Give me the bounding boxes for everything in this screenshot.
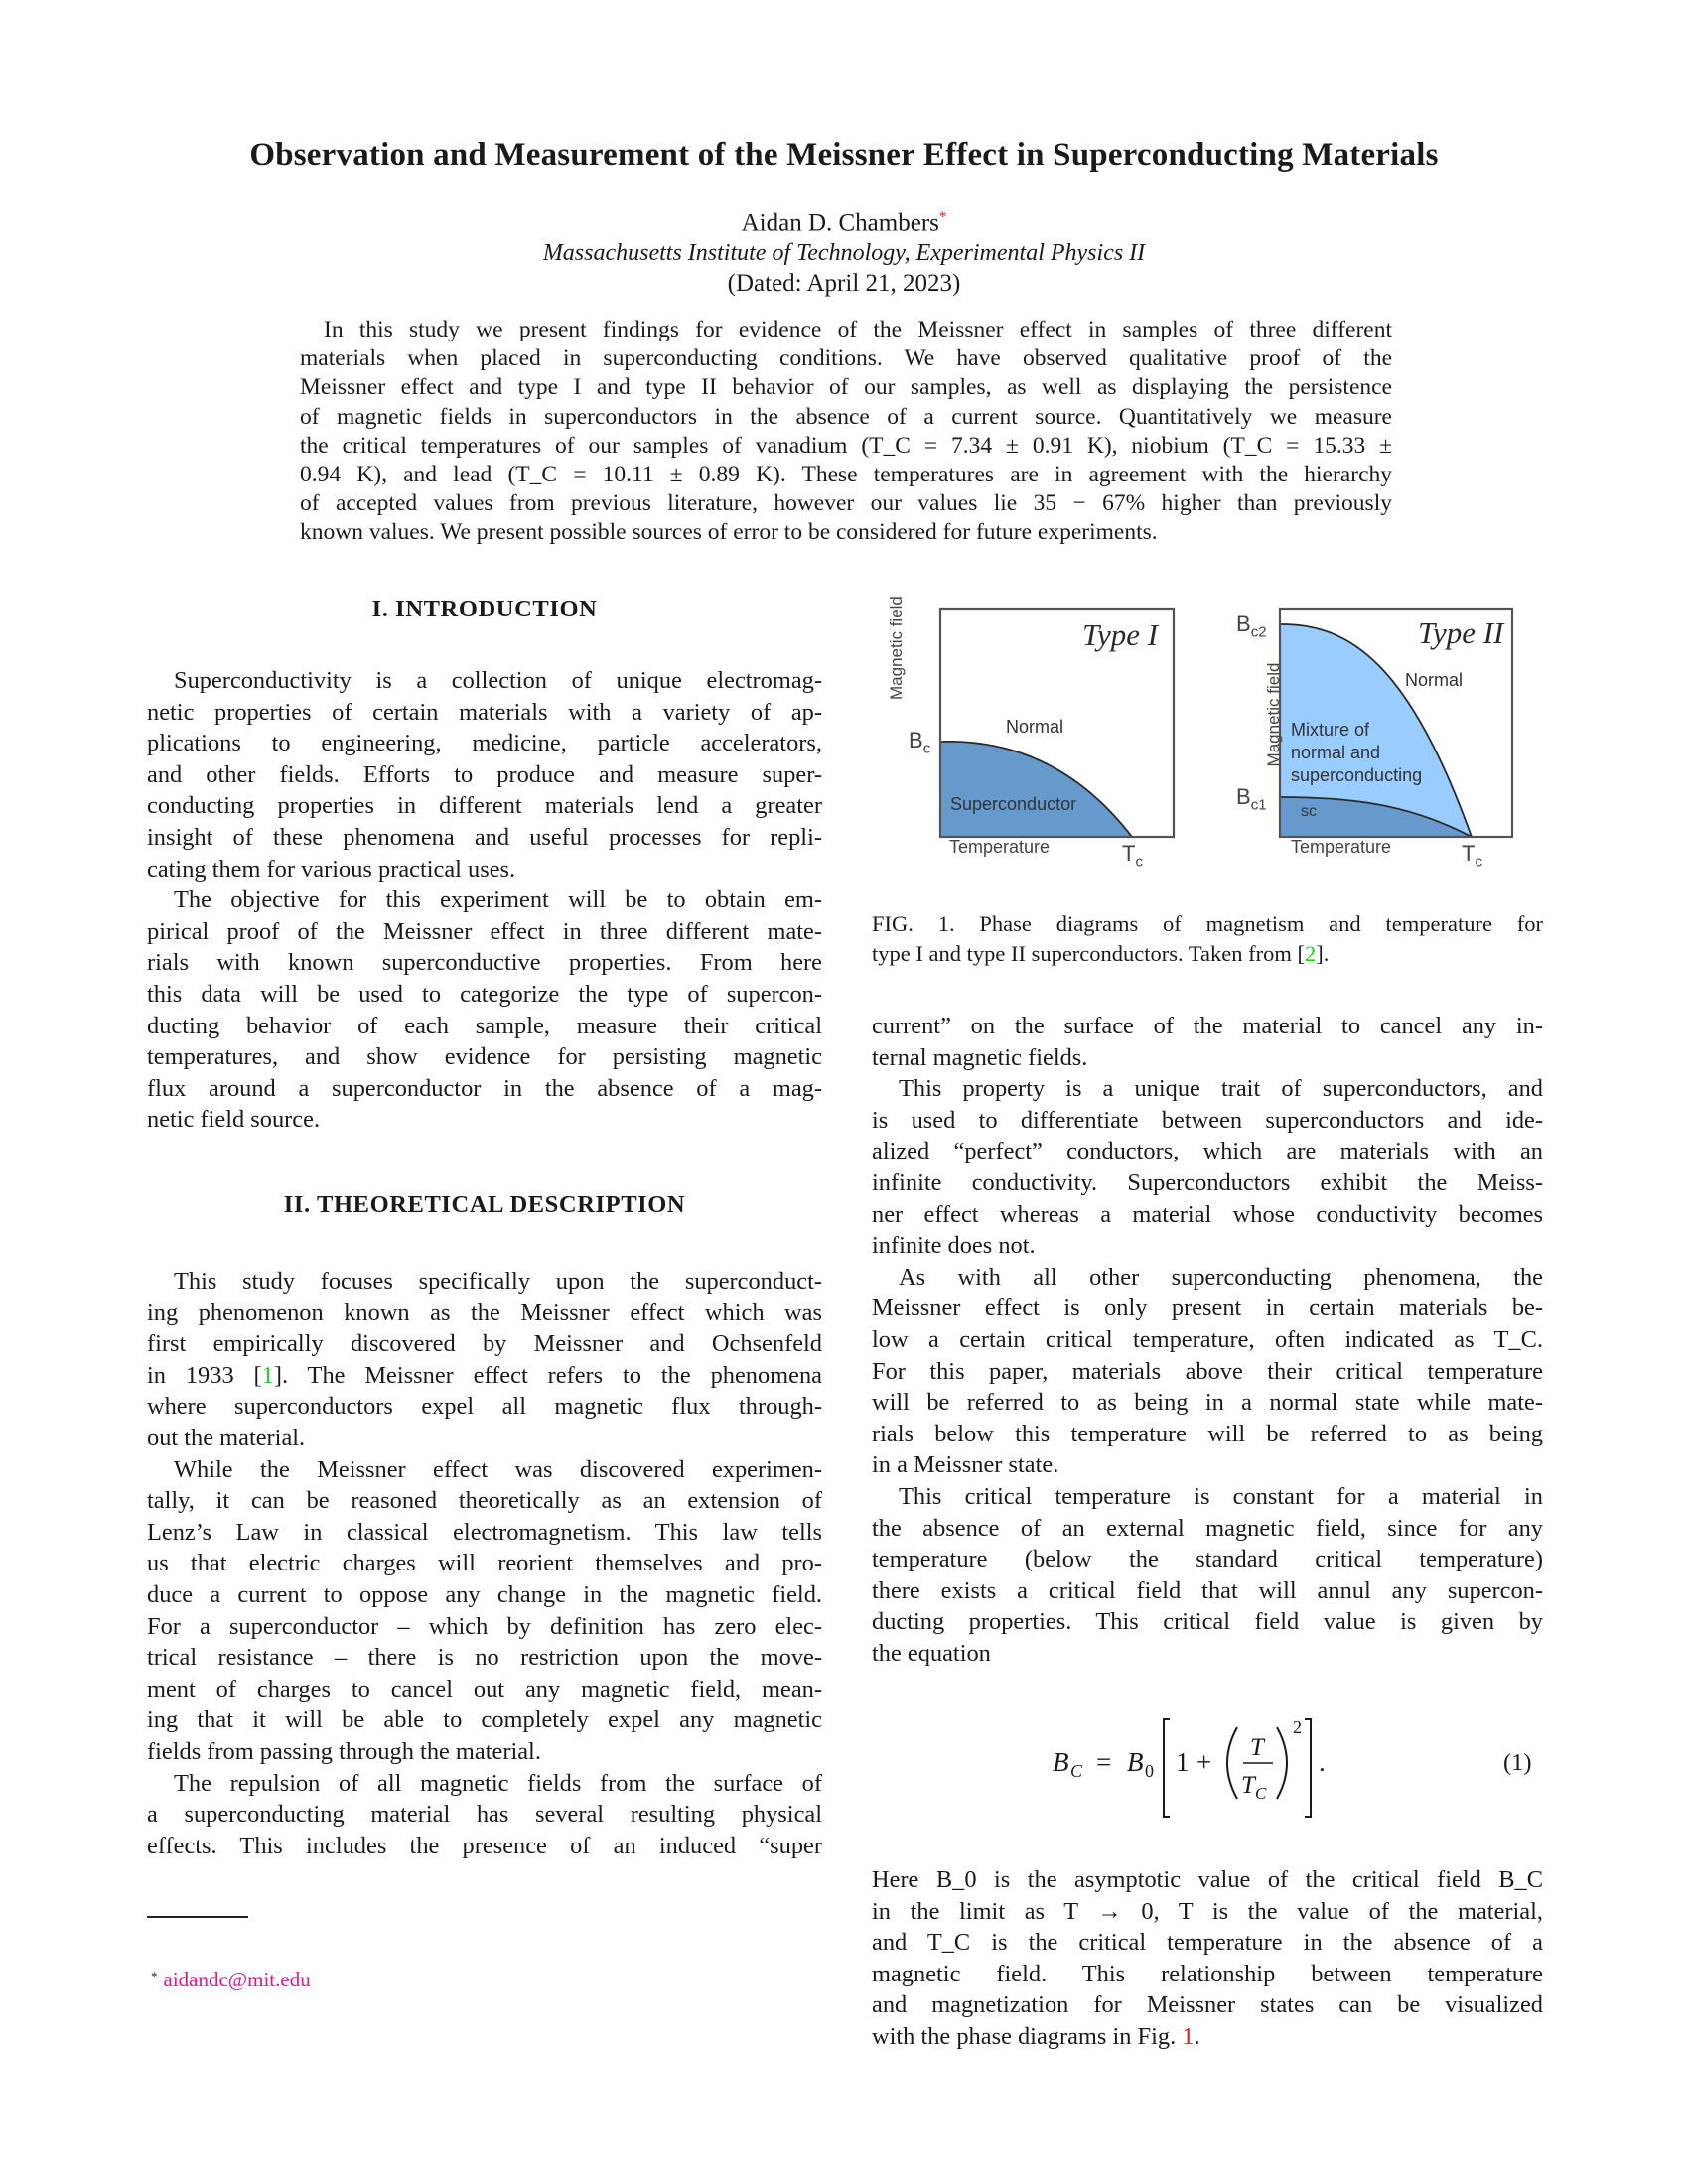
section-heading-introduction: I. INTRODUCTION bbox=[371, 596, 598, 622]
equation-svg bbox=[1053, 1706, 1350, 1825]
figure-1-phase-diagrams bbox=[854, 586, 1539, 884]
footnote-mark: * bbox=[151, 1969, 158, 1983]
body-line-with-ref: in 1933 [1]. The Meissner effect refers to the phenomena bbox=[147, 1361, 823, 1389]
dated: (Dated: April 21, 2023) bbox=[727, 270, 961, 297]
type-ii-ylabel: Magnetic field bbox=[1264, 662, 1283, 767]
author-footnote-mark[interactable]: * bbox=[938, 209, 947, 225]
body-line: temperature (below the standard critical temperature) bbox=[872, 1546, 1543, 1573]
type-ii-bc2-label: $B_{c2}$ bbox=[1236, 612, 1267, 641]
equation-number: (1) bbox=[1503, 1749, 1532, 1776]
body-line: ternal magnetic fields. bbox=[872, 1043, 1088, 1071]
abstract-line: known values. We present possible sources of error to be considered for future experiments. bbox=[300, 519, 1158, 546]
paper-title: Observation and Measurement of the Meissner Effect in Superconducting Materials bbox=[249, 137, 1439, 173]
abstract-line: of magnetic fields in superconductors in the absence of a current source. Quantitatively we measure bbox=[300, 403, 1392, 430]
body-line: flux around a superconductor in the absence of a mag- bbox=[147, 1074, 822, 1102]
body-line: Superconductivity is a collection of unique electromag- bbox=[174, 667, 822, 694]
body-line: Meissner effect is only present in certain materials be- bbox=[872, 1295, 1543, 1322]
abstract bbox=[300, 316, 1392, 548]
caption-line-with-ref: type I and type II superconductors. Taken from [2]. bbox=[872, 941, 1330, 966]
svg-text:T: T bbox=[1250, 1734, 1264, 1761]
body-line: will be referred to as being in a normal state while mate- bbox=[872, 1389, 1543, 1417]
author-name: Aidan D. Chambers bbox=[741, 209, 939, 237]
body-line: ducting properties. This critical field value is given by bbox=[872, 1608, 1543, 1636]
body-line: This property is a unique trait of superconductors, and bbox=[899, 1075, 1543, 1103]
body-line: the absence of an external magnetic field, since for any bbox=[872, 1514, 1543, 1542]
body-line: duce a current to oppose any change in the magnetic field. bbox=[147, 1581, 822, 1608]
svg-text:0: 0 bbox=[1145, 1761, 1154, 1781]
svg-text:2: 2 bbox=[1293, 1717, 1302, 1737]
author-line bbox=[0, 209, 1688, 237]
type-ii-sc-label: sc bbox=[1301, 803, 1317, 820]
body-line: ing that it will be able to completely expel any magnetic bbox=[147, 1706, 822, 1734]
abstract-line: the critical temperatures of our samples of vanadium (T_C = 7.34 ± 0.91 K), niobium (T_C = 15.33 ± bbox=[300, 432, 1392, 459]
body-line: trical resistance – there is no restriction upon the move- bbox=[147, 1644, 822, 1672]
body-line: cating them for various practical uses. bbox=[147, 855, 516, 883]
svg-text:1: 1 bbox=[1176, 1747, 1190, 1777]
body-line: tally, it can be reasoned theoretically as an extension of bbox=[147, 1487, 822, 1515]
body-line: While the Meissner effect was discovered experimen- bbox=[174, 1455, 822, 1483]
body-line: For this paper, materials above their critical temperature bbox=[872, 1357, 1543, 1385]
type-ii-tc-label: $T_c$ bbox=[1462, 841, 1482, 871]
svg-text:B: B bbox=[1127, 1747, 1144, 1777]
abstract-line: Meissner effect and type I and type II behavior of our samples, as well as displaying the persistence bbox=[300, 374, 1392, 401]
body-line: This study focuses specifically upon the superconduct- bbox=[174, 1268, 822, 1295]
body-line: in the limit as T → 0, T is the value of the material, bbox=[872, 1897, 1543, 1925]
body-line: ner effect whereas a material whose conductivity becomes bbox=[872, 1200, 1543, 1228]
body-line: and T_C is the critical temperature in the absence of a bbox=[872, 1929, 1543, 1957]
type-ii-mixture-label: Mixture of normal and superconducting bbox=[1291, 720, 1423, 785]
abstract-line: of accepted values from previous literature, however our values lie 35 − 67% higher than previously bbox=[300, 490, 1392, 517]
type-ii-bc1-label: $B_{c1}$ bbox=[1236, 784, 1267, 814]
svg-text:=: = bbox=[1096, 1747, 1112, 1777]
eq-lhs: B bbox=[1053, 1747, 1069, 1777]
svg-text:C: C bbox=[1255, 1784, 1267, 1803]
body-line: alized “perfect” conductors, which are materials with an bbox=[872, 1138, 1543, 1165]
body-line: netic field source. bbox=[147, 1106, 321, 1134]
body-line: The repulsion of all magnetic fields from the surface of bbox=[174, 1769, 822, 1797]
body-line: netic properties of certain materials with a variety of ap- bbox=[147, 698, 822, 726]
body-line: As with all other superconducting phenomena, the bbox=[899, 1263, 1543, 1291]
citation-link-2[interactable]: 2 bbox=[1305, 941, 1317, 966]
body-line: current” on the surface of the material to cancel any in- bbox=[872, 1013, 1543, 1039]
body-line: there exists a critical field that will annul any supercon- bbox=[872, 1576, 1543, 1604]
type-i-xlabel: Temperature bbox=[949, 837, 1051, 857]
svg-text:T: T bbox=[1241, 1772, 1255, 1799]
footnote-rule bbox=[147, 1916, 248, 1918]
body-line: For a superconductor – which by definition has zero elec- bbox=[147, 1612, 822, 1640]
body-line: rials with known superconductive properties. From here bbox=[147, 949, 822, 977]
body-line-with-fig-ref: with the phase diagrams in Fig. 1. bbox=[872, 2023, 1200, 2050]
body-line: ing phenomenon known as the Meissner effect which was bbox=[147, 1298, 822, 1326]
caption-line: FIG. 1. Phase diagrams of magnetism and temperature for bbox=[872, 911, 1543, 936]
body-line: this data will be used to categorize the type of supercon- bbox=[147, 981, 822, 1008]
type-ii-xlabel: Temperature bbox=[1291, 837, 1392, 857]
body-line: insight of these phenomena and useful processes for repli- bbox=[147, 824, 822, 851]
body-line: where superconductors expel all magnetic flux through- bbox=[147, 1393, 822, 1421]
abstract-line: 0.94 K), and lead (T_C = 10.11 ± 0.89 K). These temperatures are in agreement with the hierarchy bbox=[300, 461, 1392, 487]
body-line: out the material. bbox=[147, 1425, 306, 1451]
body-line: and magnetization for Meissner states can be visualized bbox=[872, 1991, 1543, 2019]
body-line: ducting behavior of each sample, measure their critical bbox=[147, 1012, 822, 1039]
body-line: Here B_0 is the asymptotic value of the critical field B_C bbox=[872, 1866, 1543, 1893]
body-line: magnetic field. This relationship between temperature bbox=[872, 1960, 1543, 1987]
type-i-ylabel: Magnetic field bbox=[887, 596, 906, 700]
email-link[interactable]: aidandc@mit.edu bbox=[163, 1968, 311, 1991]
type-i-title: Type I bbox=[1082, 617, 1159, 652]
body-line: infinite does not. bbox=[872, 1232, 1036, 1260]
footnote bbox=[151, 1968, 311, 1992]
type-i-bc-label: $B_c$ bbox=[909, 728, 931, 757]
body-line: low a certain critical temperature, often indicated as T_C. bbox=[872, 1326, 1543, 1353]
svg-text:+: + bbox=[1196, 1747, 1212, 1777]
body-line: rials below this temperature will be referred to as being bbox=[872, 1420, 1543, 1447]
body-line: the equation bbox=[872, 1640, 991, 1667]
body-line: ment of charges to cancel out any magnetic field, mean- bbox=[147, 1675, 822, 1703]
type-ii-title: Type II bbox=[1418, 615, 1504, 650]
body-line: This critical temperature is constant for a material in bbox=[899, 1483, 1543, 1510]
citation-link-1[interactable]: 1 bbox=[261, 1361, 274, 1389]
body-line: pirical proof of the Meissner effect in three different mate- bbox=[147, 917, 822, 945]
body-line: us that electric charges will reorient themselves and pro- bbox=[147, 1550, 822, 1577]
body-line: in a Meissner state. bbox=[872, 1451, 1059, 1479]
type-i-normal-label: Normal bbox=[1006, 717, 1064, 737]
figure-1-caption bbox=[872, 911, 1543, 971]
abstract-line: In this study we present findings for evidence of the Meissner effect in samples of three different bbox=[324, 317, 1392, 342]
equation-1 bbox=[1053, 1706, 1350, 1825]
figure-link-1[interactable]: 1 bbox=[1182, 2023, 1195, 2050]
body-line: conducting properties in different materials lend a greater bbox=[147, 792, 822, 820]
type-i-tc-label: $T_c$ bbox=[1122, 841, 1143, 871]
body-line: The objective for this experiment will be to obtain em- bbox=[174, 887, 822, 914]
body-line: fields from passing through the material. bbox=[147, 1738, 541, 1765]
section-heading-theoretical-description: II. THEORETICAL DESCRIPTION bbox=[283, 1191, 686, 1218]
type-ii-normal-label: Normal bbox=[1405, 670, 1464, 690]
body-line: effects. This includes the presence of an induced “super bbox=[147, 1832, 822, 1859]
affiliation: Massachusetts Institute of Technology, Experimental Physics II bbox=[542, 240, 1146, 266]
abstract-line: materials when placed in superconducting conditions. We have observed qualitative proof of the bbox=[300, 345, 1392, 372]
body-line: is used to differentiate between superconductors and ide- bbox=[872, 1106, 1543, 1134]
body-line: Lenz’s Law in classical electromagnetism. This law tells bbox=[147, 1518, 822, 1546]
body-line: a superconducting material has several resulting physical bbox=[147, 1801, 822, 1829]
body-line: and other fields. Efforts to produce and measure super- bbox=[147, 760, 822, 788]
svg-text:.: . bbox=[1319, 1747, 1326, 1777]
body-line: plications to engineering, medicine, particle accelerators, bbox=[147, 730, 822, 757]
body-line: first empirically discovered by Meissner and Ochsenfeld bbox=[147, 1330, 822, 1358]
body-line: temperatures, and show evidence for persisting magnetic bbox=[147, 1043, 822, 1071]
svg-text:C: C bbox=[1070, 1761, 1083, 1781]
type-i-superconductor-label: Superconductor bbox=[950, 794, 1077, 814]
body-line: infinite conductivity. Superconductors exhibit the Meiss- bbox=[872, 1169, 1543, 1196]
